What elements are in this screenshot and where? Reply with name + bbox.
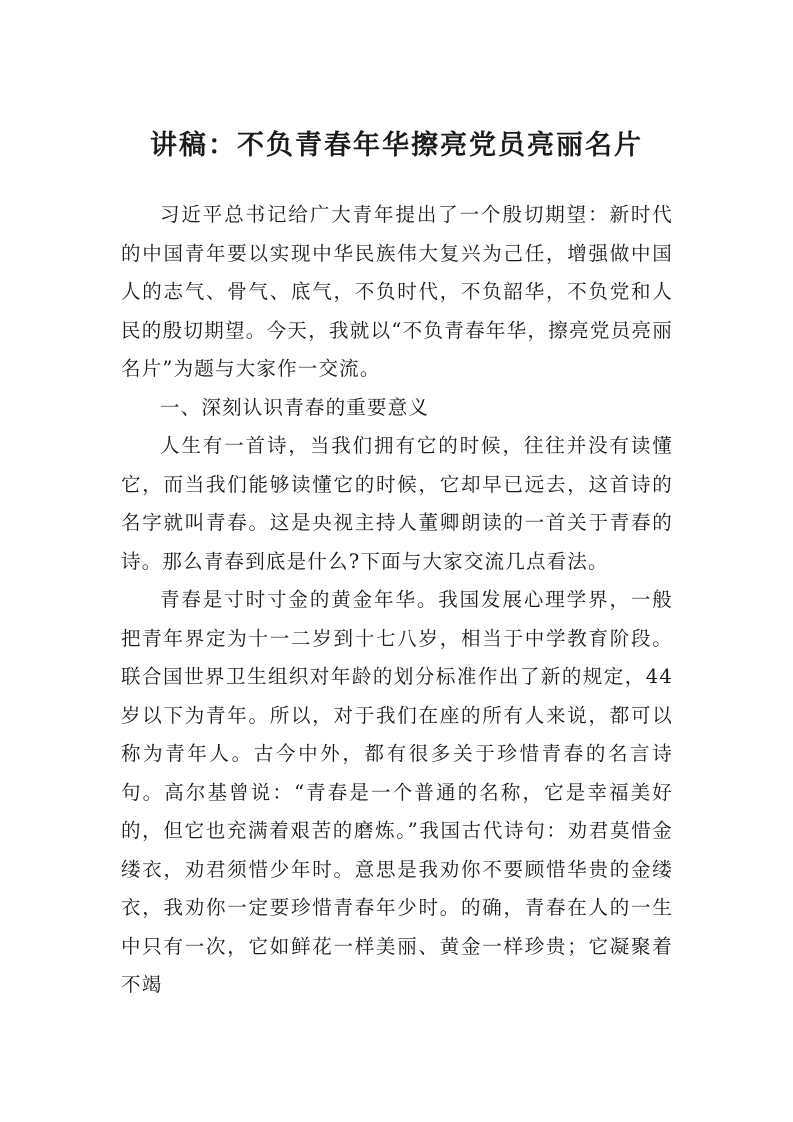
- document-title: 讲稿：不负青春年华擦亮党员亮丽名片: [150, 130, 643, 161]
- paragraph-golden-years: 青春是寸时寸金的黄金年华。我国发展心理学界，一般把青年界定为十一二岁到十七八岁，相当于中学教育阶段。联合国世界卫生组织对年龄的划分标准作出了新的规定，44岁以下为青年。所以，对于我们在座的所有人来说，都可以称为青年人。古今中外，都有很多关于珍惜青春的名言诗句。高尔基曾说：“青春是一个普通的名称，它是幸福美好的，但它也充满着艰苦的磨炼。”我国古代诗句：劝君莫惜金缕衣，劝君须惜少年时。意思是我劝你不要顾惜华贵的金缕衣，我劝你一定要珍惜青春年少时。的确，青春在人的一生中只有一次，它如鲜花一样美丽、黄金一样珍贵；它凝聚着不竭: [121, 588, 673, 996]
- document-body: [121, 196, 673, 1005]
- paragraph-poem: 人生有一首诗，当我们拥有它的时候，往往并没有读懂它，而当我们能够读懂它的时候，它却早已远去，这首诗的名字就叫青春。这是央视主持人董卿朗读的一首关于青春的诗。那么青春到底是什么?下面与大家交流几点看法。: [121, 434, 673, 573]
- section-heading: 一、深刻认识青春的重要意义: [160, 395, 430, 419]
- paragraph-intro: 习近平总书记给广大青年提出了一个殷切期望：新时代的中国青年要以实现中华民族伟大复兴为己任，增强做中国人的志气、骨气、底气，不负时代，不负韶华，不负党和人民的殷切期望。今天，我就以“不负青春年华，擦亮党员亮丽名片”为题与大家作一交流。: [121, 203, 673, 380]
